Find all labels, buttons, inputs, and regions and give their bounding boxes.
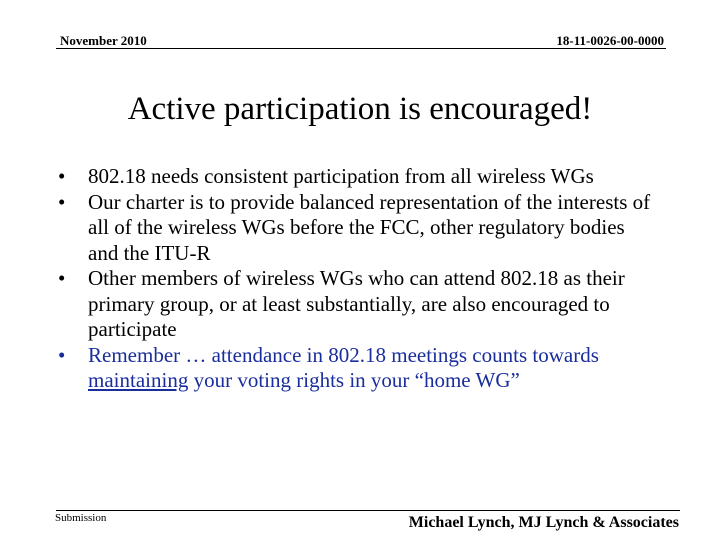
header-date: November 2010 <box>60 33 147 48</box>
bullet-text: Other members of wireless WGs who can attend 802.18 as their primary group, or at least substantially, are also encouraged to participate <box>88 266 625 341</box>
highlight-underlined-word: maintaining <box>88 368 189 392</box>
bullet-item-2 <box>58 190 658 267</box>
bullet-text: Our charter is to provide balanced representation of the interests of all of the wireless WGs before the FCC, other regulatory bodies and the ITU-R <box>88 189 651 265</box>
footer-rule <box>56 510 680 511</box>
header-doc-number: 18-11-0026-00-0000 <box>556 33 664 48</box>
bullet-dot: • <box>58 266 66 290</box>
slide-title: Active participation is encouraged! <box>127 91 593 127</box>
bullet-dot: • <box>58 164 66 188</box>
highlight-text-part2: your voting rights in your “home WG” <box>188 368 520 392</box>
footer-submission: Submission <box>55 512 107 524</box>
bullet-dot: • <box>58 342 66 367</box>
highlight-text-part1: Remember … attendance in 802.18 meetings counts towards <box>88 342 599 367</box>
header-rule <box>56 48 666 49</box>
bullet-list <box>58 164 658 394</box>
bullet-item-1 <box>58 164 658 190</box>
bullet-item-4-highlight <box>58 343 658 394</box>
bullet-text: 802.18 needs consistent participation from all wireless WGs <box>88 164 594 188</box>
footer-author: Michael Lynch, MJ Lynch & Associates <box>408 514 679 531</box>
bullet-item-3 <box>58 266 658 343</box>
bullet-dot: • <box>58 189 66 214</box>
